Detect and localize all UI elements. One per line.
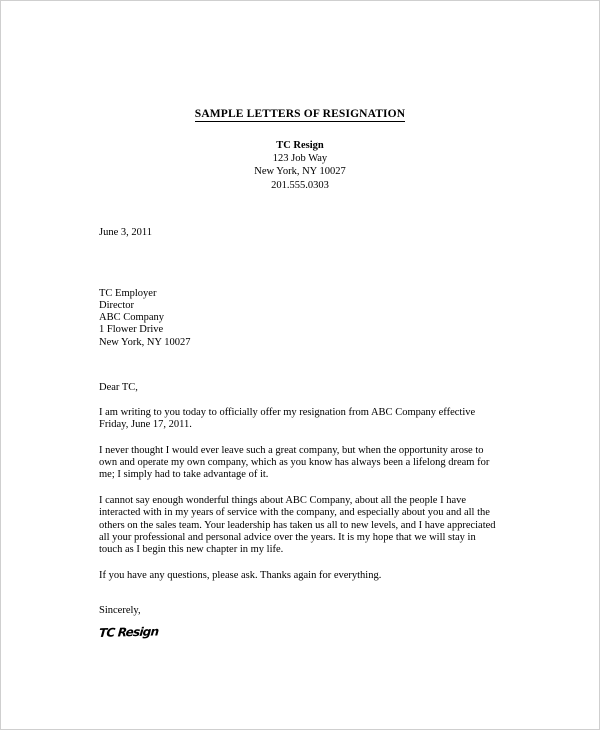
recipient-city-state-zip: New York, NY 10027 bbox=[99, 336, 191, 348]
page-title-text: SAMPLE LETTERS OF RESIGNATION bbox=[194, 108, 406, 120]
sender-name: TC Resign bbox=[276, 140, 324, 151]
letter-paragraph: I cannot say enough wonderful things about ABC Company, about all the people I have interacted with in my years of service with the company, and especially about you and all the others on the sales team. Your leadership has taken us all to new levels, and I have appreciated all your professional and personal advice over the years. It is my hope that we will stay in touch as I begin this new chapter in my life. bbox=[99, 494, 496, 556]
recipient-address-block bbox=[99, 288, 501, 349]
letter-paragraph: I am writing to you today to officially offer my resignation from ABC Company effective Friday, June 17, 2011. bbox=[99, 406, 476, 431]
letter-paragraph: I never thought I would ever leave such a great company, but when the opportunity arose to own and operate my own company, which as you know has always been a lifelong dream for me; I simply had to take advantage of it. bbox=[99, 444, 490, 481]
letter-date: June 3, 2011 bbox=[99, 226, 152, 238]
recipient-job-title: Director bbox=[99, 300, 134, 312]
recipient-street: 1 Flower Drive bbox=[99, 324, 164, 336]
signature-row bbox=[99, 617, 501, 642]
letter-paragraph: If you have any questions, please ask. Thanks again for everything. bbox=[99, 569, 382, 581]
recipient-name: TC Employer bbox=[99, 287, 157, 299]
sender-city-state-zip: New York, NY 10027 bbox=[254, 166, 346, 178]
signature: TC Resign bbox=[98, 624, 159, 641]
sender-address-block bbox=[99, 139, 501, 192]
closing-line: Sincerely, bbox=[99, 605, 141, 617]
page-title bbox=[99, 108, 501, 121]
recipient-company: ABC Company bbox=[99, 312, 165, 324]
letter-content bbox=[99, 1, 501, 642]
sender-street: 123 Job Way bbox=[272, 153, 328, 165]
sender-phone: 201.555.0303 bbox=[271, 179, 329, 191]
salutation: Dear TC, bbox=[99, 381, 138, 393]
